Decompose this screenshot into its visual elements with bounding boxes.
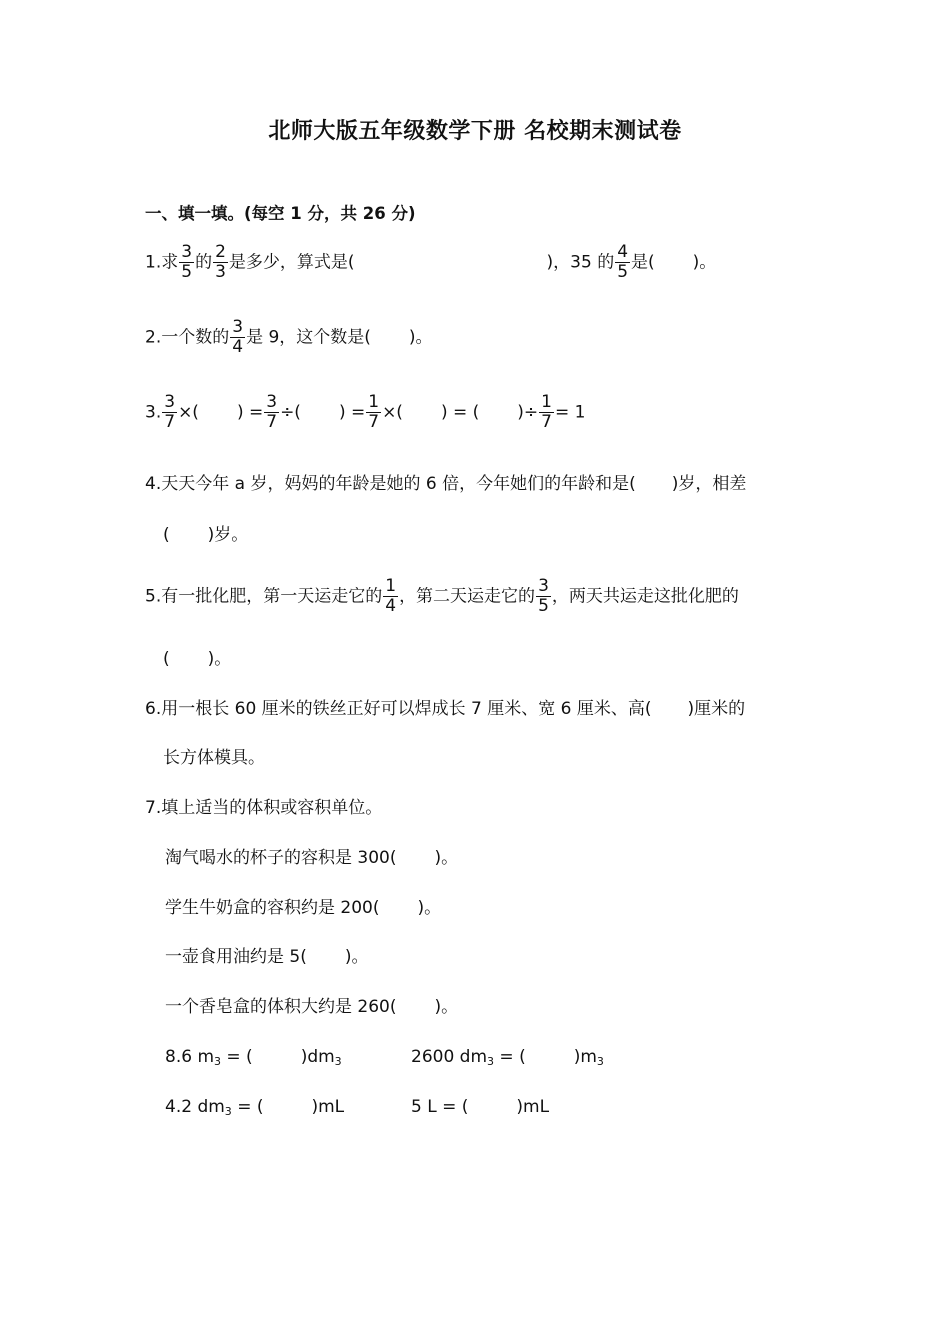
q3-text: )÷: [517, 402, 539, 423]
fraction: $\frac{4}{5}$: [617, 242, 629, 282]
conversion-1: [165, 1046, 342, 1073]
conv-text: )mL: [311, 1097, 345, 1117]
conv-text: 2600 dm: [411, 1047, 488, 1067]
fraction: $\frac{3}{7}$: [266, 392, 278, 432]
conv-text: )m: [573, 1047, 597, 1067]
fraction: $\frac{3}{5}$: [538, 576, 549, 616]
q7-item: [165, 847, 458, 869]
conv-text: = (: [231, 1097, 264, 1117]
q3-text: ) =: [236, 402, 264, 423]
question-5-cont: [163, 648, 231, 670]
q7-item: [165, 946, 369, 968]
question-6: [145, 698, 745, 720]
q2-text: 是 9，这个数是(: [246, 327, 371, 348]
conversion-2: [411, 1046, 604, 1073]
q7-text: 一个香皂盒的体积大约是 260(: [165, 997, 397, 1017]
conv-text: 8.6 m: [165, 1047, 214, 1067]
question-2: [145, 318, 433, 357]
fraction: $\frac{2}{3}$: [215, 242, 226, 282]
conversion-4: [411, 1096, 549, 1118]
conv-text: 4.2 dm: [165, 1097, 225, 1117]
q7-item: [165, 996, 458, 1018]
q6-text: 6.用一根长 60 厘米的铁丝正好可以焊成长 7 厘米、宽 6 厘米、高(: [145, 699, 652, 719]
q1-text: 是(: [631, 252, 655, 273]
question-7: 7.填上适当的体积或容积单位。: [145, 798, 383, 818]
q7-text: )。: [434, 997, 459, 1017]
q7-text: )。: [417, 898, 442, 918]
q6-text: )厘米的: [687, 699, 746, 719]
q3-text: ×(: [178, 402, 199, 423]
q5-text: 5.有一批化肥，第一天运走它的: [145, 586, 383, 607]
question-1: [145, 243, 716, 282]
conv-text: = (: [221, 1047, 253, 1067]
question-3: [145, 393, 585, 432]
q3-text: ×(: [382, 402, 403, 423]
q5-text: ，两天共运走这批化肥的: [551, 586, 739, 607]
q3-text: ) = (: [440, 402, 480, 423]
conv-text: )mL: [516, 1097, 550, 1117]
fraction: $\frac{1}{7}$: [541, 392, 552, 432]
q1-text: )，35 的: [546, 252, 615, 273]
q3-text: = 1: [555, 402, 586, 423]
q7-item: [165, 897, 441, 919]
q5-text: ，第二天运走它的: [399, 586, 536, 607]
q5-text: (: [163, 649, 170, 669]
superscript: 3: [487, 1055, 495, 1068]
q1-text: 是多少，算式是(: [228, 252, 355, 273]
fraction: $\frac{1}{7}$: [368, 392, 380, 432]
superscript: 3: [334, 1055, 342, 1068]
q7-text: 学生牛奶盒的容积约是 200(: [165, 898, 380, 918]
fraction: $\frac{3}{7}$: [164, 392, 176, 432]
q7-text: )。: [344, 947, 369, 967]
fraction: $\frac{3}{5}$: [181, 242, 193, 282]
superscript: 3: [224, 1105, 232, 1118]
q4-text: 4.天天今年 a 岁，妈妈的年龄是她的 6 倍，今年她们的年龄和是(: [145, 474, 636, 494]
q2-text: )。: [408, 327, 433, 348]
q2-text: 2.一个数的: [145, 327, 230, 348]
superscript: 3: [214, 1055, 221, 1068]
fraction: $\frac{3}{4}$: [232, 317, 244, 357]
question-6-cont: 长方体模具。: [163, 748, 265, 768]
q1-text: 1.求: [145, 252, 179, 273]
q4-text: )岁。: [207, 525, 249, 545]
question-4-cont: [163, 524, 248, 546]
conv-text: )dm: [300, 1047, 335, 1067]
q4-text: (: [163, 525, 170, 545]
q4-text: )岁，相差: [671, 474, 747, 494]
q1-text: )。: [692, 252, 717, 273]
q7-text: )。: [434, 848, 459, 868]
q1-text: 的: [195, 252, 213, 273]
q7-text: 淘气喝水的杯子的容积是 300(: [165, 848, 397, 868]
section-heading: 一、填一填。(每空 1 分，共 26 分): [145, 204, 416, 223]
q5-text: )。: [207, 649, 232, 669]
conv-text: = (: [494, 1047, 526, 1067]
question-4: [145, 473, 746, 495]
fraction: $\frac{1}{4}$: [385, 576, 397, 616]
page-title: 北师大版五年级数学下册 名校期末测试卷: [268, 119, 682, 144]
q3-text: ) =: [338, 402, 366, 423]
q7-text: 一壶食用油约是 5(: [165, 947, 307, 967]
conversion-3: [165, 1096, 344, 1123]
question-5: [145, 577, 739, 616]
q3-text: ÷(: [280, 402, 301, 423]
conv-text: 5 L = (: [411, 1097, 469, 1117]
superscript: 3: [596, 1055, 604, 1068]
q3-text: 3.: [145, 402, 162, 423]
